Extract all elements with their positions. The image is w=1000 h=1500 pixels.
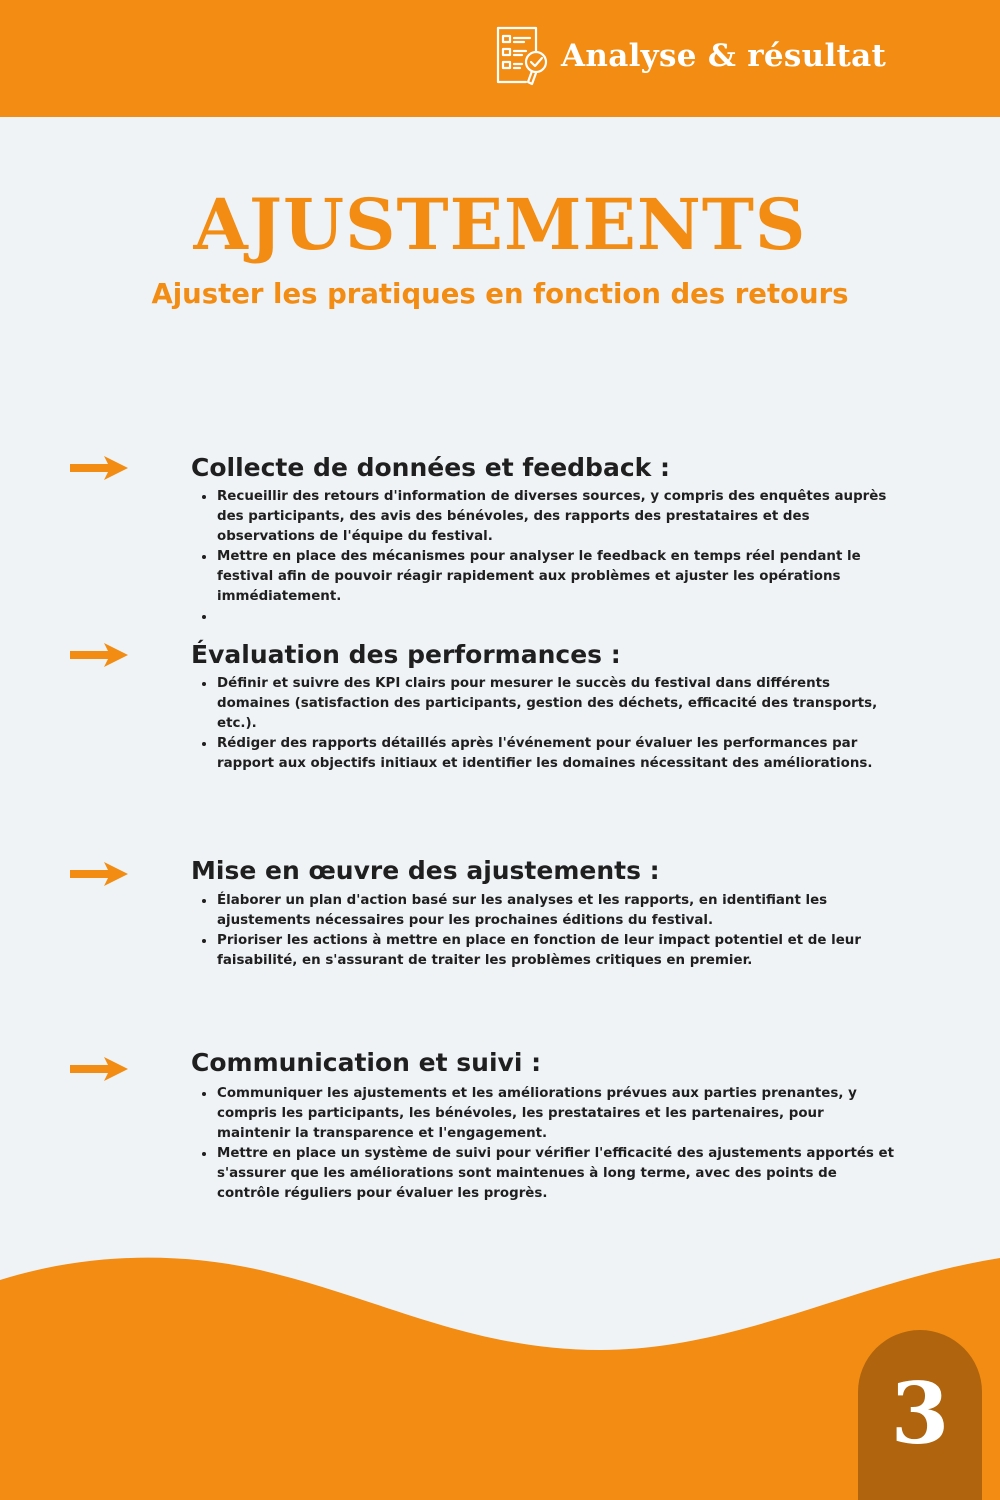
bullet-list: [200, 1084, 900, 1204]
list-item: Communiquer les ajustements et les améliorations prévues aux parties prenantes, y compris les participants, les bénévoles, les prestataires et les partenaires, pour maintenir la transparence et l'engagement.: [200, 1084, 900, 1144]
page-subtitle: Ajuster les pratiques en fonction des retours: [151, 278, 849, 310]
footer-wave: [0, 1240, 1000, 1500]
list-item: Élaborer un plan d'action basé sur les analyses et les rapports, en identifiant les ajustements nécessaires pour les prochaines éditions du festival.: [200, 891, 900, 931]
section-title: Évaluation des performances :: [191, 640, 621, 669]
arrow-right-icon: [68, 859, 130, 889]
list-item: Mettre en place un système de suivi pour vérifier l'efficacité des ajustements apportés et s'assurer que les améliorations sont maintenues à long terme, avec des points de contrôle réguliers pour évaluer les progrès.: [200, 1144, 900, 1204]
list-item: Rédiger des rapports détaillés après l'événement pour évaluer les performances par rapport aux objectifs initiaux et identifier les domaines nécessitant des améliorations.: [200, 734, 900, 774]
bullet-list: [200, 674, 900, 774]
list-item: Prioriser les actions à mettre en place en fonction de leur impact potentiel et de leur faisabilité, en s'assurant de traiter les problèmes critiques en premier.: [200, 931, 900, 971]
bullet-list: [200, 891, 900, 971]
list-item: Définir et suivre des KPI clairs pour mesurer le succès du festival dans différents domaines (satisfaction des participants, gestion des déchets, efficacité des transports, etc.).: [200, 674, 900, 734]
list-item: Recueillir des retours d'information de diverses sources, y compris des enquêtes auprès des participants, des avis des bénévoles, des rapports des prestataires et des observations de l'équipe du festival.: [200, 487, 900, 547]
bullet-list: [200, 487, 900, 627]
page-number: 3: [890, 1364, 950, 1463]
section-title: Communication et suivi :: [191, 1048, 542, 1077]
section-title: Collecte de données et feedback :: [191, 453, 670, 482]
section-title: Mise en œuvre des ajustements :: [191, 856, 660, 885]
page-number-badge: [858, 1330, 982, 1500]
header-title: Analyse & résultat: [561, 38, 887, 74]
list-item: Mettre en place des mécanismes pour analyser le feedback en temps réel pendant le festival afin de pouvoir réagir rapidement aux problèmes et ajuster les opérations immédiatement.: [200, 547, 900, 607]
page-title: AJUSTEMENTS: [193, 183, 807, 266]
checklist-magnifier-icon: [492, 24, 552, 90]
arrow-right-icon: [68, 640, 130, 670]
list-item-empty: [200, 607, 900, 627]
arrow-right-icon: [68, 453, 130, 483]
header-banner: [0, 0, 1000, 117]
arrow-right-icon: [68, 1054, 130, 1084]
